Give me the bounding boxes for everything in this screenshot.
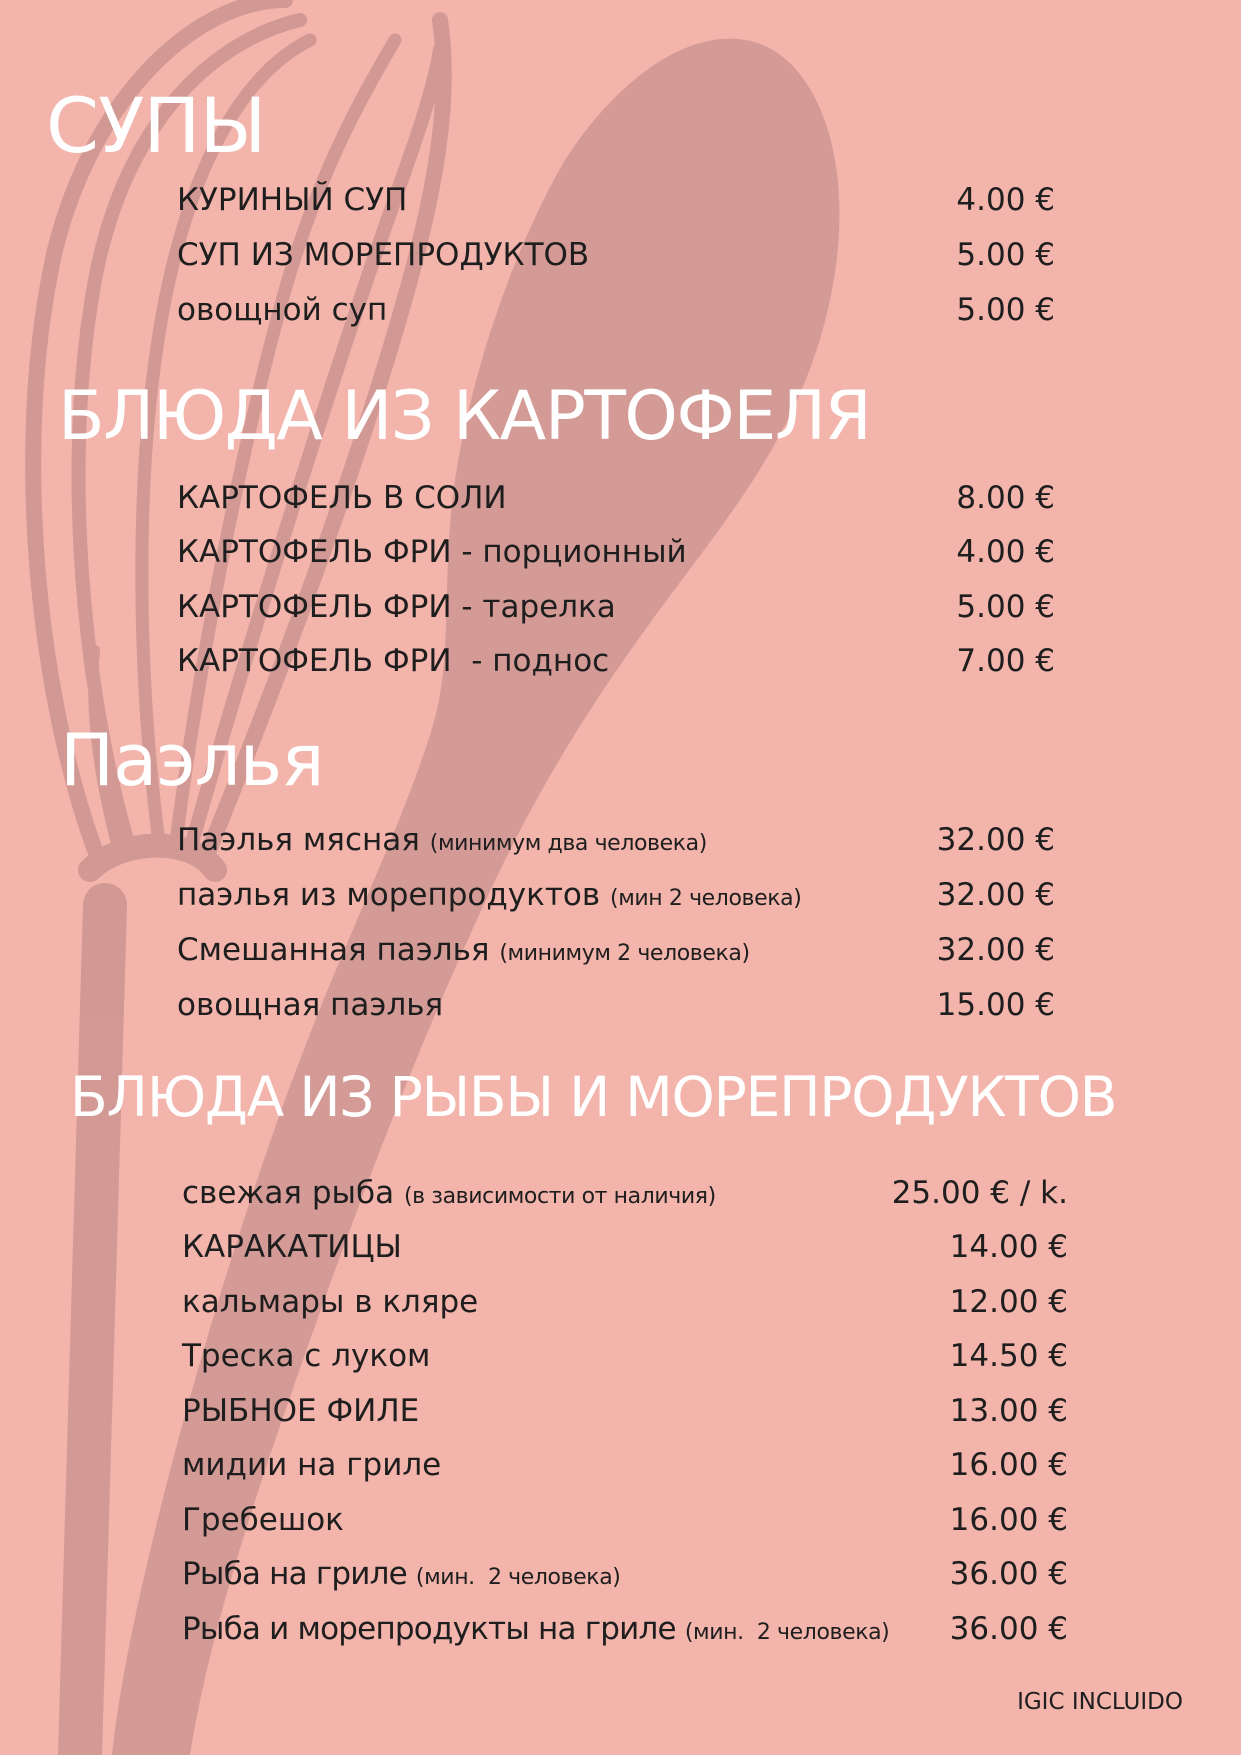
- menu-item-name: [182, 1502, 344, 1538]
- item-name-text: кальмары в кляре: [182, 1284, 479, 1320]
- menu-item-name: [182, 1447, 442, 1483]
- menu-item-price: 13.00 €: [949, 1393, 1068, 1429]
- menu-item-price: 32.00 €: [936, 822, 1055, 858]
- menu-item-name: [182, 1338, 431, 1374]
- section-title-potato: БЛЮДА ИЗ КАРТОФЕЛЯ: [58, 377, 871, 456]
- menu-item-price: 32.00 €: [936, 877, 1055, 913]
- item-note: (минимум 2 человека): [499, 941, 750, 966]
- menu-item-name: [182, 1393, 420, 1429]
- menu-item-price: 32.00 €: [936, 932, 1055, 968]
- item-name-text: Треска с луком: [182, 1338, 431, 1374]
- menu-item-name: [182, 1229, 402, 1265]
- item-name-text: КАРТОФЕЛЬ ФРИ - порционный: [177, 534, 687, 570]
- menu-item-name: [177, 237, 590, 273]
- item-name-text: КАРТОФЕЛЬ ФРИ - поднос: [177, 643, 610, 679]
- item-name-text: овощная паэлья: [177, 987, 444, 1023]
- item-name-text: КУРИНЫЙ СУП: [177, 182, 408, 218]
- menu-item-price: 5.00 €: [956, 292, 1055, 328]
- menu-item-price: 14.50 €: [949, 1338, 1068, 1374]
- item-name-text: паэлья из морепродуктов: [177, 877, 601, 913]
- menu-item-price: 12.00 €: [949, 1284, 1068, 1320]
- menu-item-price: 15.00 €: [936, 987, 1055, 1023]
- menu-item-name: [177, 292, 388, 328]
- menu-item-price: 36.00 €: [949, 1611, 1068, 1647]
- menu-item-price: 25.00 € / k.: [891, 1175, 1068, 1211]
- item-name-text: Рыба и морепродукты на гриле: [182, 1611, 676, 1647]
- item-name-text: РЫБНОЕ ФИЛЕ: [182, 1393, 420, 1429]
- menu-item-price: 7.00 €: [956, 643, 1055, 679]
- item-name-text: СУП ИЗ МОРЕПРОДУКТОВ: [177, 237, 590, 273]
- menu-item-price: 16.00 €: [949, 1502, 1068, 1538]
- section-title-paella: Паэлья: [60, 718, 324, 802]
- item-note: (мин. 2 человека): [684, 1620, 890, 1645]
- menu-item-name: [177, 932, 750, 968]
- menu-item-name: [182, 1556, 621, 1592]
- menu-item-name: [177, 643, 610, 679]
- item-name-text: КАРТОФЕЛЬ В СОЛИ: [177, 480, 507, 516]
- menu-item-name: [177, 877, 802, 913]
- menu-item-name: [177, 987, 444, 1023]
- item-name-text: Гребешок: [182, 1502, 344, 1538]
- menu-item-name: [177, 589, 616, 625]
- item-name-text: КАРТОФЕЛЬ ФРИ - тарелка: [177, 589, 616, 625]
- item-name-text: свежая рыба: [182, 1175, 395, 1211]
- item-note: (мин. 2 человека): [415, 1565, 621, 1590]
- menu-item-name: [177, 480, 507, 516]
- menu-item-price: 5.00 €: [956, 237, 1055, 273]
- item-name-text: овощной суп: [177, 292, 388, 328]
- item-name-text: мидии на гриле: [182, 1447, 442, 1483]
- item-note: (мин 2 человека): [610, 886, 802, 911]
- menu-item-name: [182, 1175, 716, 1211]
- menu-item-name: [177, 822, 707, 858]
- item-name-text: КАРАКАТИЦЫ: [182, 1229, 402, 1265]
- menu-item-price: 4.00 €: [956, 182, 1055, 218]
- section-title-seafood: БЛЮДА ИЗ РЫБЫ И МОРЕПРОДУКТОВ: [70, 1065, 1117, 1129]
- menu-item-name: [182, 1284, 479, 1320]
- menu-item-name: [182, 1611, 890, 1647]
- menu-item-name: [177, 534, 687, 570]
- item-name-text: Смешанная паэлья: [177, 932, 490, 968]
- tax-note: IGIC INCLUIDO: [1017, 1689, 1183, 1715]
- item-note: (минимум два человека): [429, 831, 707, 856]
- menu-item-name: [177, 182, 408, 218]
- menu-item-price: 4.00 €: [956, 534, 1055, 570]
- item-name-text: Паэлья мясная: [177, 822, 420, 858]
- menu-item-price: 5.00 €: [956, 589, 1055, 625]
- item-name-text: Рыба на гриле: [182, 1556, 407, 1592]
- section-title-soups: СУПЫ: [46, 81, 266, 170]
- menu-item-price: 8.00 €: [956, 480, 1055, 516]
- menu-item-price: 14.00 €: [949, 1229, 1068, 1265]
- item-note: (в зависимости от наличия): [403, 1184, 716, 1209]
- menu-item-price: 36.00 €: [949, 1556, 1068, 1592]
- menu-item-price: 16.00 €: [949, 1447, 1068, 1483]
